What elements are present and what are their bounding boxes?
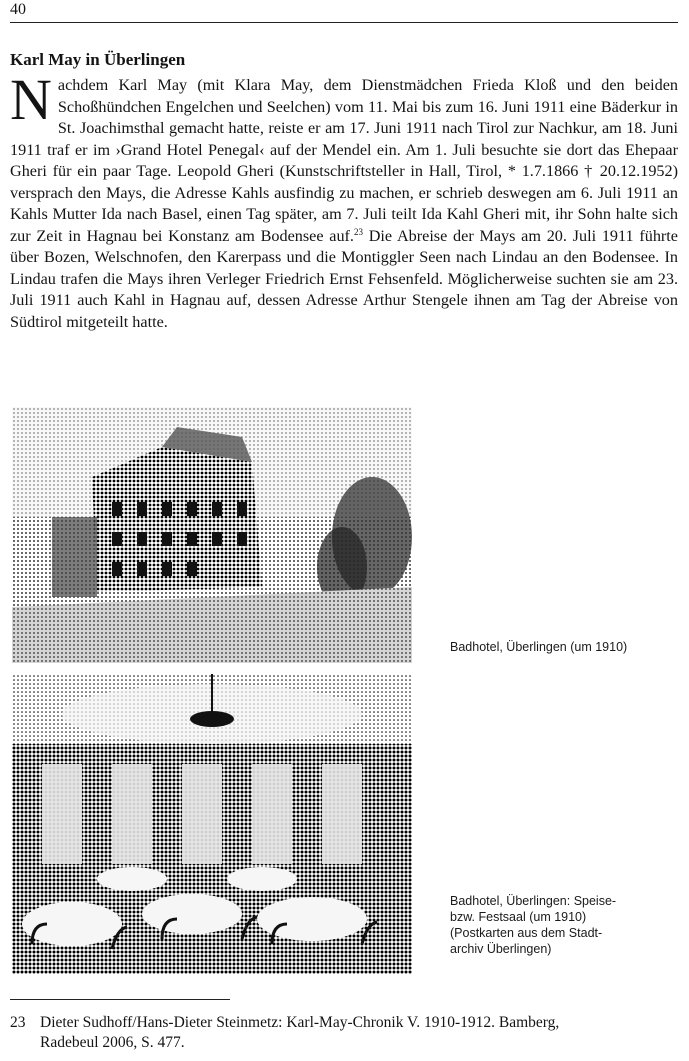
body-text-part-1: achdem Karl May (mit Klara May, dem Dienstmädchen Frieda Kloß und den beiden Schoßhündchen Engelchen und Seelchen) vom 11. Mai bis zum 16. Juni 1911 eine Bäderkur in St. Joachimsthal gemacht hatte, reiste er am 17. Juni 1911 nach Tirol zur Nachkur, am 18. Juni 1911 traf er im ›Grand Hotel Penegal‹ auf der Mendel ein. Am 1. Juli besuchte sie dort das Ehepaar Gheri für ein paar Tage. Leopold Gheri (Kunstschriftsteller in Hall, Tirol, * 1.7.1866 † 20.12.1952) versprach den Mays, die Adresse Kahls ausfindig zu machen, er schrieb deswegen am 6. Juli 1911 an Kahls Mutter Ida nach Basel, einen Tag später, am 7. Juli teilt Ida Kahl Gheri mit, ihr Sohn halte sich zur Zeit in Hagnau bei Konstanz am Bodensee auf. (10, 76, 678, 245)
footnote-reference[interactable]: 23 (353, 226, 363, 237)
hotel-exterior-photo (12, 407, 412, 663)
caption-2-line-2: bzw. Festsaal (um 1910) (450, 910, 587, 924)
footnote (10, 1013, 678, 1053)
footnote-text-line-1: Dieter Sudhoff/Hans-Dieter Steinmetz: Karl-May-Chronik V. 1910-1912. Bamberg, (40, 1014, 560, 1031)
dining-hall-photo (12, 674, 412, 974)
caption-2-line-1: Badhotel, Überlingen: Speise- (450, 894, 617, 908)
footnote-number: 23 (10, 1014, 26, 1031)
header-rule (10, 22, 678, 23)
footnote-rule (10, 999, 230, 1000)
figure-caption-2 (450, 893, 676, 957)
drop-cap: N (10, 67, 52, 132)
page-number: 40 (10, 1, 26, 18)
footnote-text-line-2: Radebeul 2006, S. 477. (40, 1034, 185, 1051)
section-title: Karl May in Überlingen (10, 50, 186, 69)
figure-caption-1: Badhotel, Überlingen (um 1910) (450, 640, 628, 654)
caption-2-line-3: (Postkarten aus dem Stadt- (450, 926, 603, 940)
body-paragraph (10, 67, 678, 333)
caption-2-line-4: archiv Überlingen) (450, 942, 552, 956)
body-text-part-2: Die Abreise der Mays am 20. Juli 1911 führte über Bozen, Welschnofen, den Karerpass und die Montiggler Seen nach Lindau an den Bodensee. In Lindau trafen die Mays ihren Verleger Friedrich Ernst Fehsenfeld. Möglicherweise suchten sie am 23. Juli 1911 auch Kahl in Hagnau auf, dessen Adresse Arthur Stengele ihnen am Tag der Abreise von Südtirol mitgeteilt hatte. (10, 226, 678, 331)
